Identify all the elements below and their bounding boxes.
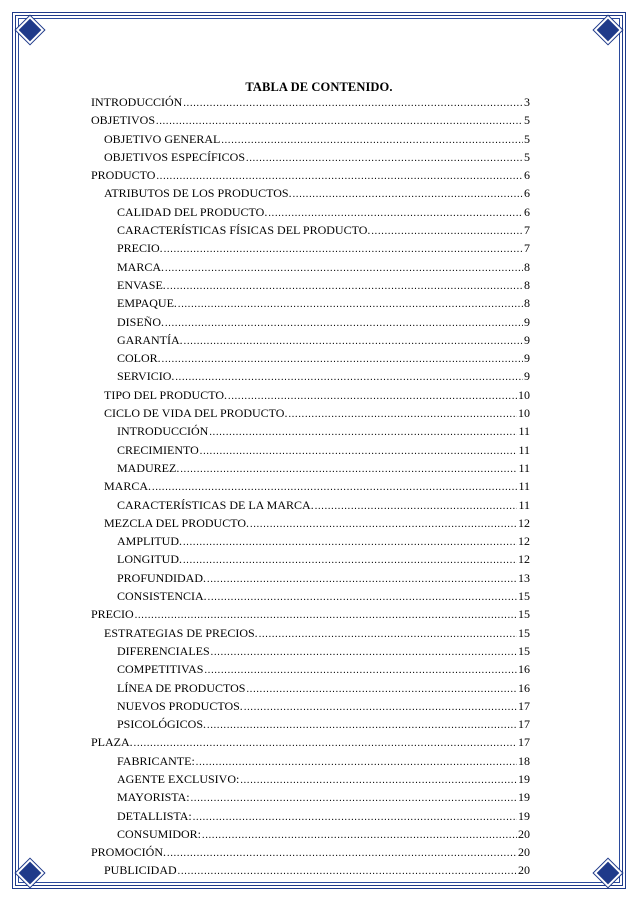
dot-leader	[204, 662, 517, 680]
toc-entry-page-number: 3	[524, 95, 530, 109]
toc-entry-label: EMPAQUE.	[117, 296, 177, 311]
toc-entry-label: CONSISTENCIA.	[117, 589, 207, 604]
toc-entry-label: OBJETIVOS ESPECÍFICOS	[104, 149, 246, 164]
toc-entry[interactable]	[91, 660, 530, 678]
toc-entry-label: AMPLITUD.	[117, 534, 182, 549]
toc-entry[interactable]	[91, 697, 530, 715]
toc-entry-label: PUBLICIDAD	[104, 863, 177, 878]
toc-entry-page-number: 20	[518, 826, 530, 841]
toc-entry[interactable]	[91, 752, 530, 770]
table-of-contents	[91, 93, 530, 880]
toc-entry-label: DETALLISTA:	[117, 808, 192, 823]
toc-entry-page-number: 12	[518, 515, 530, 530]
toc-entry-label: MADUREZ.	[117, 460, 180, 475]
dot-leader	[209, 424, 517, 442]
toc-entry[interactable]	[91, 349, 530, 367]
toc-entry-page-number: 18	[518, 753, 530, 768]
toc-entry-label: CONSUMIDOR:	[117, 826, 202, 841]
toc-entry[interactable]	[91, 733, 530, 751]
toc-entry-label: CALIDAD DEL PRODUCTO.	[117, 204, 268, 219]
toc-entry-label: LONGITUD.	[117, 552, 182, 567]
toc-entry-page-number: 17	[518, 698, 530, 713]
toc-entry-label: ENVASE.	[117, 277, 166, 292]
dot-leader	[165, 260, 523, 278]
toc-entry-label: ATRIBUTOS DE LOS PRODUCTOS.	[104, 186, 292, 201]
toc-entry-page-number: 20	[518, 845, 530, 860]
dot-leader	[167, 278, 523, 296]
toc-entry[interactable]	[91, 130, 530, 148]
toc-entry[interactable]	[91, 788, 530, 806]
toc-entry[interactable]	[91, 386, 530, 404]
toc-entry-page-number: 9	[524, 332, 530, 347]
toc-entry-page-number: 11	[518, 497, 530, 512]
toc-entry[interactable]	[91, 313, 530, 331]
toc-entry-page-number: 5	[524, 149, 530, 164]
toc-entry-label: COMPETITIVAS	[117, 662, 204, 677]
toc-entry[interactable]	[91, 514, 530, 532]
toc-entry-page-number: 15	[518, 607, 530, 622]
toc-entry[interactable]	[91, 276, 530, 294]
toc-entry-page-number: 5	[524, 131, 530, 146]
dot-leader	[165, 315, 523, 333]
toc-entry-label: MARCA.	[104, 479, 152, 494]
toc-entry-page-number: 11	[518, 479, 530, 494]
toc-entry-page-number: 20	[518, 863, 530, 878]
toc-entry-page-number: 13	[518, 570, 530, 585]
dot-leader	[167, 845, 517, 863]
dot-leader	[202, 827, 517, 845]
dot-leader	[288, 406, 517, 424]
toc-entry-page-number: 12	[518, 552, 530, 567]
toc-entry-page-number: 8	[524, 259, 530, 274]
dot-leader	[164, 241, 523, 259]
toc-entry-page-number: 16	[518, 662, 530, 677]
toc-entry[interactable]	[91, 569, 530, 587]
dot-leader	[193, 809, 517, 827]
toc-entry-label: PRECIO	[91, 607, 134, 622]
toc-entry[interactable]	[91, 459, 530, 477]
toc-entry-label: MEZCLA DEL PRODUCTO.	[104, 515, 250, 530]
toc-title: TABLA DE CONTENIDO.	[245, 80, 393, 94]
toc-entry-label: PRODUCTO	[91, 168, 156, 183]
toc-entry-label: CICLO DE VIDA DEL PRODUCTO.	[104, 406, 288, 421]
toc-entry[interactable]	[91, 294, 530, 312]
toc-entry[interactable]	[91, 843, 530, 861]
toc-entry-page-number: 19	[518, 790, 530, 805]
toc-entry-label: CARACTERÍSTICAS FÍSICAS DEL PRODUCTO.	[117, 223, 371, 238]
toc-entry-label: CARACTERÍSTICAS DE LA MARCA.	[117, 497, 314, 512]
toc-entry-label: MAYORISTA:	[117, 790, 190, 805]
dot-leader	[191, 790, 517, 808]
toc-entry-page-number: 9	[524, 351, 530, 366]
toc-entry[interactable]	[91, 496, 530, 514]
dot-leader	[180, 461, 517, 479]
toc-entry-page-number: 7	[524, 223, 530, 238]
toc-entry-label: COLOR.	[117, 351, 161, 366]
toc-entry[interactable]	[91, 679, 530, 697]
toc-entry-label: NUEVOS PRODUCTOS.	[117, 698, 243, 713]
dot-leader	[183, 95, 523, 113]
toc-entry-page-number: 15	[518, 625, 530, 640]
toc-entry-label: PRECIO.	[117, 241, 163, 256]
toc-entry[interactable]	[91, 825, 530, 843]
toc-entry[interactable]	[91, 404, 530, 422]
toc-entry[interactable]	[91, 605, 530, 623]
toc-entry[interactable]	[91, 331, 530, 349]
dot-leader	[208, 589, 517, 607]
toc-entry[interactable]	[91, 532, 530, 550]
toc-entry-label: PLAZA.	[91, 735, 133, 750]
dot-leader	[246, 150, 523, 168]
toc-entry-label: SERVICIO.	[117, 369, 175, 384]
toc-entry[interactable]	[91, 861, 530, 879]
toc-entry[interactable]	[91, 203, 530, 221]
dot-leader	[207, 571, 517, 589]
dot-leader	[315, 498, 518, 516]
dot-leader	[183, 534, 517, 552]
toc-entry-label: PROMOCIÓN.	[91, 845, 167, 860]
toc-entry-label: PROFUNDIDAD.	[117, 570, 207, 585]
toc-entry[interactable]	[91, 422, 530, 440]
dot-leader	[178, 863, 517, 881]
toc-entry-label: DIFERENCIALES	[117, 643, 210, 658]
toc-entry[interactable]	[91, 715, 530, 733]
toc-entry-label: TIPO DEL PRODUCTO.	[104, 387, 228, 402]
toc-entry-page-number: 9	[524, 369, 530, 384]
toc-entry[interactable]	[91, 770, 530, 788]
toc-entry[interactable]	[91, 367, 530, 385]
dot-leader	[162, 351, 523, 369]
toc-entry[interactable]	[91, 166, 530, 184]
toc-entry-page-number: 7	[524, 241, 530, 256]
toc-entry-page-number: 11	[518, 442, 530, 457]
toc-entry-page-number: 8	[524, 296, 530, 311]
toc-entry[interactable]	[91, 587, 530, 605]
toc-entry[interactable]	[91, 258, 530, 276]
dot-leader	[371, 223, 523, 241]
toc-entry-page-number: 5	[524, 113, 530, 128]
toc-entry-label: AGENTE EXCLUSIVO:	[117, 771, 240, 786]
toc-entry[interactable]	[91, 441, 530, 459]
toc-entry-label: MARCA.	[117, 259, 165, 274]
toc-entry-page-number: 10	[518, 387, 530, 402]
toc-entry-page-number: 6	[524, 186, 530, 201]
dot-leader	[244, 699, 517, 717]
dot-leader	[246, 681, 517, 699]
toc-entry[interactable]	[91, 642, 530, 660]
toc-entry-page-number: 17	[518, 735, 530, 750]
toc-entry-page-number: 6	[524, 168, 530, 183]
toc-entry[interactable]	[91, 221, 530, 239]
dot-leader	[240, 772, 517, 790]
dot-leader	[196, 754, 517, 772]
dot-leader	[175, 369, 523, 387]
dot-leader	[200, 443, 518, 461]
toc-entry-page-number: 12	[518, 534, 530, 549]
dot-leader	[211, 644, 517, 662]
toc-entry[interactable]	[91, 184, 530, 202]
toc-entry-label: INTRODUCCIÓN	[91, 95, 183, 109]
dot-leader	[259, 626, 517, 644]
toc-entry-page-number: 8	[524, 277, 530, 292]
toc-entry[interactable]	[91, 93, 530, 111]
toc-entry[interactable]	[91, 239, 530, 257]
dot-leader	[178, 296, 523, 314]
toc-entry-page-number: 15	[518, 589, 530, 604]
dot-leader	[250, 516, 517, 534]
toc-entry-page-number: 9	[524, 314, 530, 329]
toc-entry[interactable]	[91, 550, 530, 568]
toc-entry-label: CRECIMIENTO	[117, 442, 199, 457]
toc-entry-label: LÍNEA DE PRODUCTOS	[117, 680, 246, 695]
dot-leader	[183, 552, 517, 570]
dot-leader	[184, 333, 523, 351]
toc-entry-page-number: 6	[524, 204, 530, 219]
toc-entry-page-number: 17	[518, 717, 530, 732]
dot-leader	[221, 132, 523, 150]
toc-entry-label: DISEÑO.	[117, 314, 164, 329]
toc-entry-page-number: 19	[518, 808, 530, 823]
dot-leader	[293, 186, 523, 204]
toc-entry-label: FABRICANTE:	[117, 753, 195, 768]
toc-entry-page-number: 11	[518, 460, 530, 475]
toc-entry-label: INTRODUCCIÓN	[117, 424, 209, 439]
toc-entry[interactable]	[91, 624, 530, 642]
toc-entry-page-number: 10	[518, 406, 530, 421]
toc-entry[interactable]	[91, 111, 530, 129]
toc-entry-page-number: 15	[518, 643, 530, 658]
toc-entry[interactable]	[91, 807, 530, 825]
toc-entry-page-number: 16	[518, 680, 530, 695]
toc-entry[interactable]	[91, 477, 530, 495]
toc-entry[interactable]	[91, 148, 530, 166]
toc-entry-label: PSICOLÓGICOS.	[117, 717, 207, 732]
toc-entry-page-number: 19	[518, 771, 530, 786]
dot-leader	[207, 717, 517, 735]
toc-entry-label: ESTRATEGIAS DE PRECIOS.	[104, 625, 258, 640]
toc-entry-label: OBJETIVO GENERAL	[104, 131, 221, 146]
toc-entry-page-number: 11	[518, 424, 530, 439]
toc-entry-label: OBJETIVOS	[91, 113, 156, 128]
toc-entry-label: GARANTÍA.	[117, 332, 183, 347]
